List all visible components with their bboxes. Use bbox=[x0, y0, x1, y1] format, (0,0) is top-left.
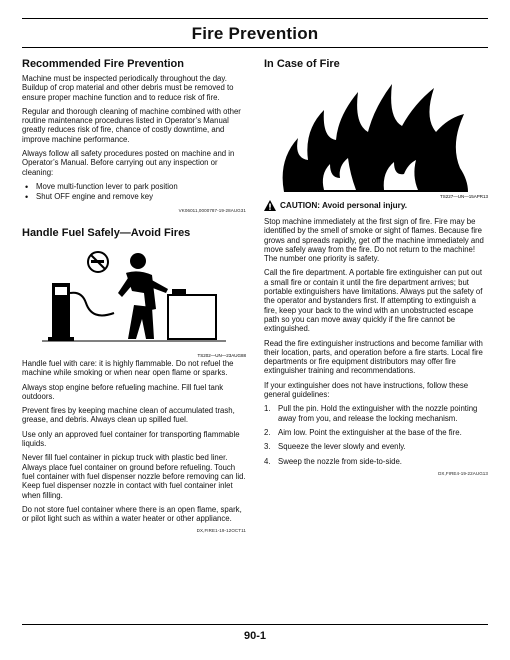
step-number: 1. bbox=[264, 404, 271, 414]
section-heading-handle-fuel-safely: Handle Fuel Safely—Avoid Fires bbox=[22, 226, 191, 239]
step-text: Squeeze the lever slowly and evenly. bbox=[278, 442, 406, 452]
step-text: Sweep the nozzle from side-to-side. bbox=[278, 456, 402, 466]
step-number: 2. bbox=[264, 427, 271, 437]
paragraph: Handle fuel with care: it is highly flammable. Do not refuel the machine while smoking or when near open flame or sparks. bbox=[22, 358, 234, 378]
paragraph: If your extinguisher does not have instructions, follow these general guidelines: bbox=[264, 380, 469, 400]
step-item bbox=[264, 404, 488, 423]
flames-icon bbox=[283, 84, 468, 192]
reference-code: VK06011,0000787-19-28AUG31 bbox=[178, 207, 246, 213]
step-number: 3. bbox=[264, 442, 271, 452]
step-item bbox=[264, 457, 488, 466]
figure-reference: TS202—UN—23AUG88 bbox=[197, 352, 246, 358]
figure-reference: TS227—UN—15APR13 bbox=[439, 194, 488, 199]
paragraph: Use only an approved fuel container for transporting flammable liquids. bbox=[22, 429, 240, 449]
paragraph: Read the fire extinguisher instructions and become familiar with their location, parts, and operation before a fire starts. Local fire departments or fire equipment distributors may offer fire extinguisher training and recommendations. bbox=[264, 338, 483, 376]
reference-code: DX,FIRE1-19-12OCT11 bbox=[196, 528, 246, 534]
reference-code: DX,FIRE4-19-22AUG13 bbox=[438, 470, 488, 476]
refueling-illustration bbox=[22, 243, 246, 359]
footer-rule bbox=[22, 624, 488, 625]
warning-triangle-icon bbox=[264, 200, 276, 211]
paragraph: Stop machine immediately at the first sign of fire. Fire may be identified by the smell of smoke or sight of flames. Because fire grows and spreads rapidly, get off the machine immediately and move safely away from the fire. Do not return to the machine! The number one priority is safety. bbox=[264, 217, 484, 264]
paragraph: Never fill fuel container in pickup truck with plastic bed liner. Always place fuel container on ground before refueling. Touch fuel container with fuel dispenser nozzle before removing can lid. Keep fuel dispenser nozzle in contact with fuel container inlet when filling. bbox=[22, 453, 246, 500]
step-text: Aim low. Point the extinguisher at the base of the fire. bbox=[278, 427, 462, 437]
paragraph: Regular and thorough cleaning of machine combined with other routine maintenance procedures listed in Operator’s Manual greatly reduces risk of fire, chance of costly downtime, and improve machine performance. bbox=[22, 106, 241, 144]
bullet-list bbox=[22, 182, 246, 202]
paragraph: Machine must be inspected periodically throughout the day. Buildup of crop material and other debris must be removed to ensure proper machine function and to reduce risk of fire. bbox=[22, 74, 234, 102]
paragraph: Call the fire department. A portable fire extinguisher can put out a small fire or contain it until the fire department arrives; but portable extinguishers have limitations. Always put the safety of the operator and bystanders first. If attempting to extinguish a fire, keep your back to the wind with an unobstructed escape path so you can move away quickly if the fire cannot be extinguished. bbox=[264, 268, 483, 334]
title-rule bbox=[22, 47, 488, 48]
step-number: 4. bbox=[264, 456, 271, 466]
bullet-item: • Shut OFF engine and remove key bbox=[22, 192, 246, 202]
paragraph: Prevent fires by keeping machine clean of accumulated trash, grease, and debris. Always clean up spilled fuel. bbox=[22, 406, 235, 425]
steps-list bbox=[264, 404, 488, 465]
paragraph: Always follow all safety procedures posted on machine and in Operator’s Manual. Before carrying out any inspection or cleaning: bbox=[22, 149, 235, 177]
person-figure bbox=[118, 253, 168, 339]
step-item bbox=[264, 428, 488, 437]
right-column bbox=[264, 58, 488, 478]
left-column bbox=[22, 58, 246, 533]
flames-illustration bbox=[264, 74, 488, 200]
bullet-item: • Move multi-function lever to park position bbox=[22, 182, 246, 192]
no-smoking-sign-icon bbox=[88, 252, 108, 272]
top-rule bbox=[22, 18, 488, 19]
caution-notice bbox=[264, 200, 488, 211]
page-number: 90-1 bbox=[243, 630, 267, 642]
section-heading-in-case-of-fire: In Case of Fire bbox=[264, 58, 340, 70]
paragraph: Do not store fuel container where there is an open flame, spark, or pilot light such as within a water heater or other appliance. bbox=[22, 504, 242, 524]
step-text: Pull the pin. Hold the extinguisher with the nozzle pointing away from you, and release the locking mechanism. bbox=[278, 404, 478, 423]
fuel-container-icon bbox=[168, 289, 216, 339]
fuel-pump-icon bbox=[48, 283, 114, 341]
paragraph: Always stop engine before refueling machine. Fill fuel tank outdoors. bbox=[22, 382, 224, 401]
caution-text: CAUTION: Avoid personal injury. bbox=[280, 201, 408, 210]
section-heading-recommended-fire-prevention: Recommended Fire Prevention bbox=[22, 58, 184, 70]
step-item bbox=[264, 442, 488, 451]
page-title: Fire Prevention bbox=[191, 24, 319, 43]
